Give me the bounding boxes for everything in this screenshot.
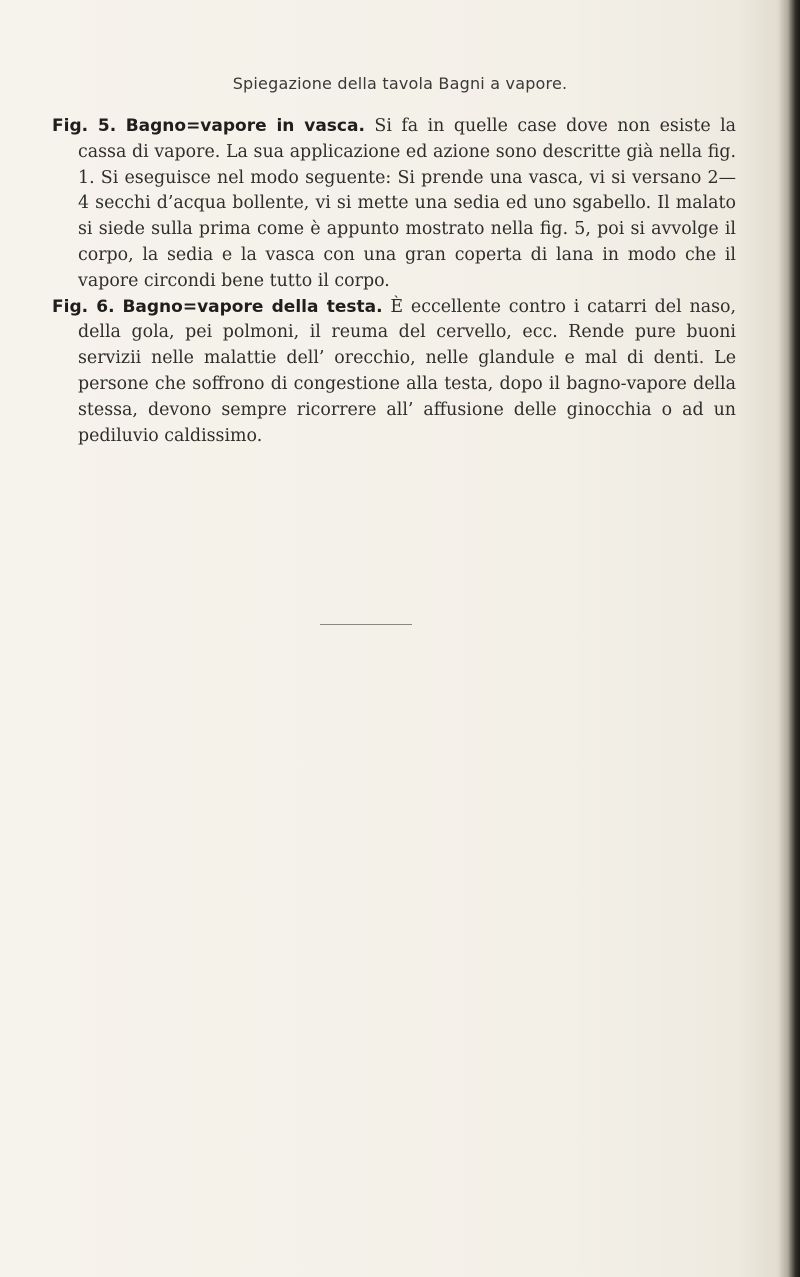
paragraph-fig-5 <box>52 114 736 295</box>
section-divider-rule <box>320 624 412 625</box>
paragraph-text: È eccellente contro i catarri del naso, della gola, pei polmoni, il reuma del cervello, ecc. Rende pure buoni servizii nelle malattie dell’ orecchio, nelle glandule e mal di denti. Le persone che soffrono di congestione alla testa, dopo il bagno-vapore della stessa, devono sempre ricorrere all’ affusione delle ginocchia o ad un pediluvio caldissimo. <box>78 296 737 446</box>
fig-title: Bagno=vapore in vasca. <box>125 116 365 136</box>
page-edge-shadow <box>778 0 800 1277</box>
fig-label: Fig. 5. <box>52 116 117 136</box>
fig-label: Fig. 6. <box>52 296 115 317</box>
fig-title: Bagno=vapore della testa. <box>122 296 383 317</box>
paragraph-fig-6 <box>52 295 736 450</box>
body-text <box>52 114 736 449</box>
paragraph-text: Si fa in quelle case dove non esiste la cassa di vapore. La sua applicazione ed azione sono descritte già nella fig. 1. Si eseguisce nel modo seguente: Si prende una vasca, vi si versano 2—4 secchi d’acqua bollente, vi si mette una sedia ed uno sgabello. Il malato si siede sulla prima come è appunto mostrato nella fig. 5, poi si avvolge il corpo, la sedia e la vasca con una gran coperta di lana in modo che il vapore circondi bene tutto il corpo. <box>78 116 737 291</box>
running-head: Spiegazione della tavola Bagni a vapore. <box>232 74 568 93</box>
